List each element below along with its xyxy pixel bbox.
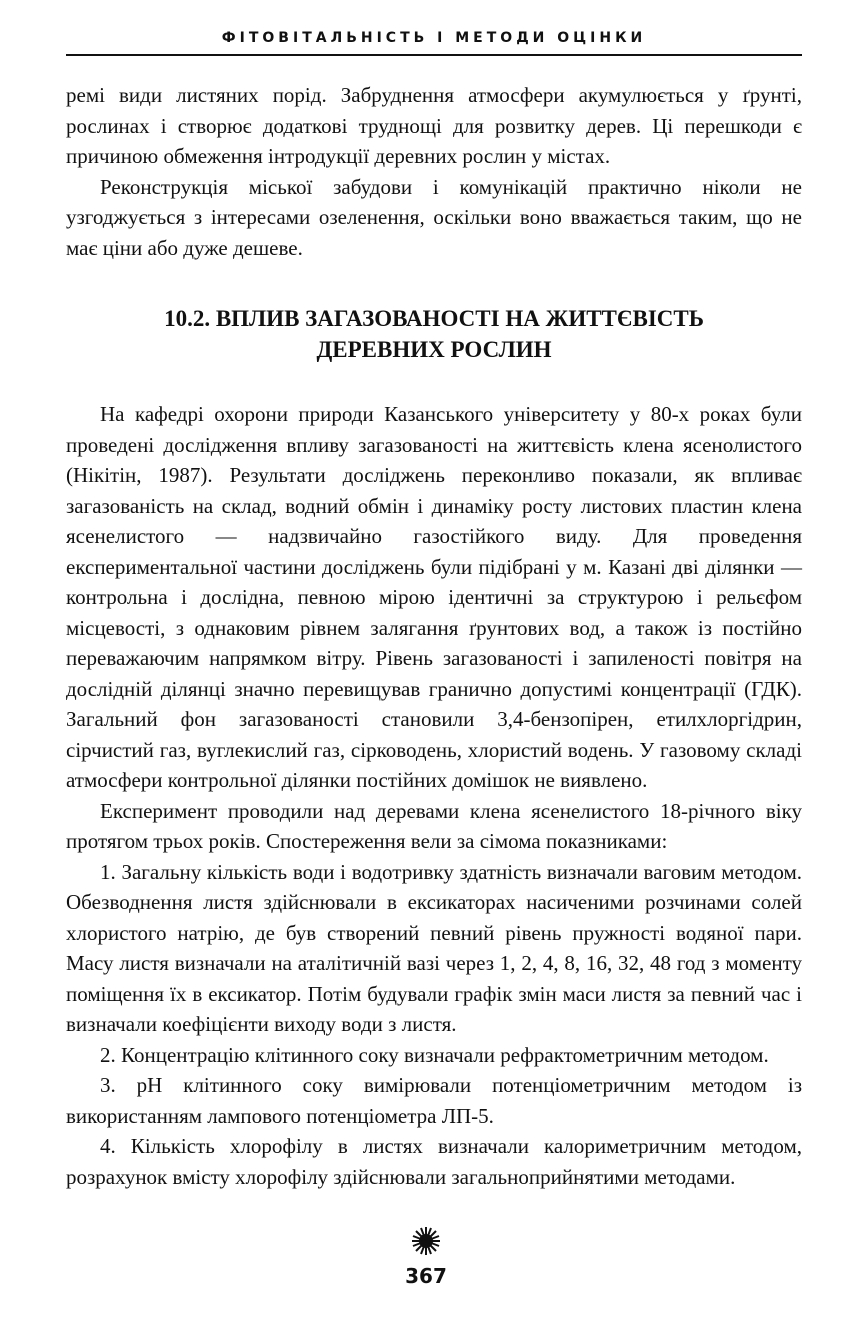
section-heading-line: ДЕРЕВНИХ РОСЛИН	[316, 337, 552, 362]
section-heading-line: 10.2. ВПЛИВ ЗАГАЗОВАНОСТІ НА ЖИТТЄВІСТЬ	[164, 306, 704, 331]
list-item: 2. Концентрацію клітинного соку визначали рефрактометричним методом.	[100, 1042, 769, 1067]
paragraph: Реконструкція міської забудови і комунікацій практично ніколи не узгоджується з інтересами озеленення, оскільки воно вважається таким, що не має ціни або дуже дешеве.	[66, 174, 802, 260]
running-header: ФІТОВІТАЛЬНІСТЬ І МЕТОДИ ОЦІНКИ	[221, 30, 647, 46]
list-item: 4. Кількість хлорофілу в листях визначали калориметричним методом, розрахунок вмісту хлорофілу здійснювали загальноприйнятими методами.	[66, 1134, 802, 1189]
list-item: 1. Загальну кількість води і водотривку здатність визначали ваговим методом. Обезводнення листя здійснювали в ексикаторах насиченими розчинами солей хлористого натрію, де був створений певний рівень пружності водяної пари. Масу листя визначали на аталітичній вазі через 1, 2, 4, 8, 16, 32, 48 год з моменту поміщення їх в ексикатор. Потім будували графік змін маси листя за певний час і визначали коефіцієнти виходу води з листя.	[66, 859, 802, 1036]
paragraph: На кафедрі охорони природи Казанського університету у 80-х роках були проведені дослідження впливу загазованості на життєвість клена ясенолистого (Нікітін, 1987). Результати досліджень переконливо показали, як впливає загазованість на склад, водний обмін і динаміку росту листових пластин клена ясенелистого — надзвичайно газостійкого виду. Для проведення експериментальної частини досліджень були підібрані у м. Казані дві ділянки — контрольна і дослідна, певною мірою ідентичні за структурою і рельєфом місцевості, з однаковим рівнем залягання ґрунтових вод, а також із постійно переважаючим напрямком вітру. Рівень загазованості і запиленості повітря на дослідній ділянці значно перевищував гранично допустимі концентрації (ГДК). Загальний фон загазованості становили 3,4-бензопірен, етилхлоргідрин, сірчистий газ, вуглекислий газ, сірководень, хлористий водень. У газовому складі атмосфери контрольної ділянки постійних домішок не виявлено.	[66, 402, 802, 792]
paragraph: Експеримент проводили над деревами клена ясенелистого 18-річного віку протягом трьох років. Спостереження вели за сімома показниками:	[66, 798, 802, 853]
header-rule	[66, 54, 802, 56]
paragraph-continued: ремі види листяних порід. Забруднення атмосфери акумулюється у ґрунті, рослинах і створює додаткові труднощі для розвитку дерев. Ці перешкоди є причиною обмеження інтродукції деревних рослин у містах.	[66, 83, 802, 168]
section-heading	[66, 303, 802, 365]
list-item: 3. рН клітинного соку вимірювали потенціометричним методом із використанням лампового потенціометра ЛП-5.	[66, 1073, 802, 1128]
ornament-icon	[406, 1226, 446, 1256]
page-body	[66, 80, 802, 1192]
page-number: 367	[405, 1264, 447, 1288]
